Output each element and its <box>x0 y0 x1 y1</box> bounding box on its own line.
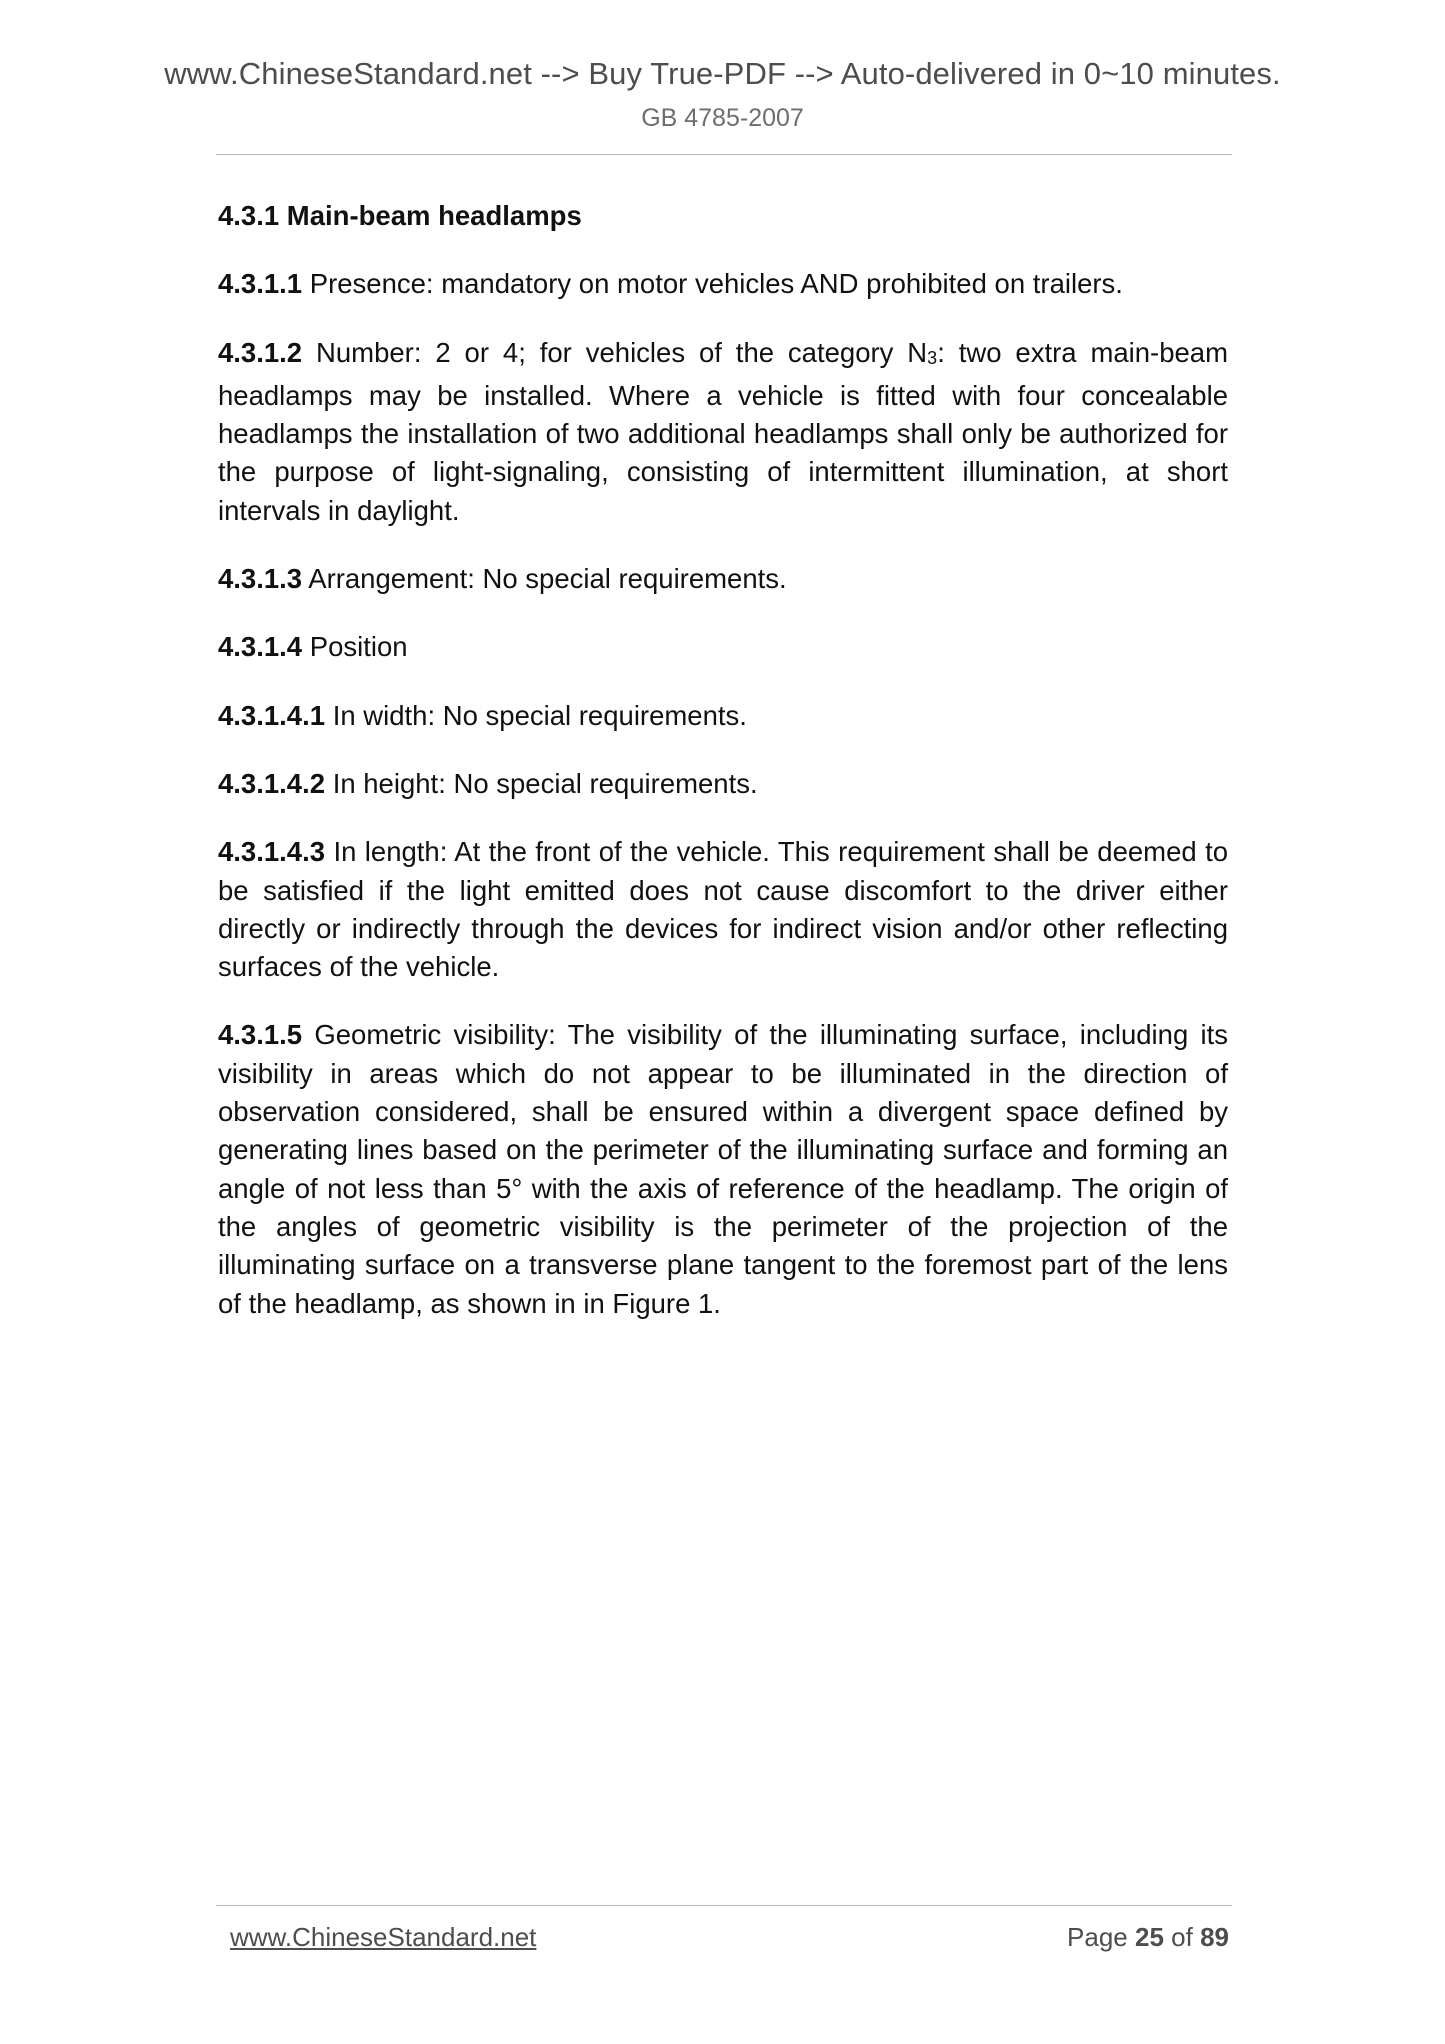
clause-4-3-1-4-1 <box>218 697 1228 735</box>
clause-number: 4.3.1.4.1 <box>218 699 326 731</box>
clause-text: Presence: mandatory on motor vehicles AND prohibited on trailers. <box>309 268 1123 300</box>
clause-number: 4.3.1.3 <box>218 563 303 595</box>
page-current: 25 <box>1135 1922 1164 1952</box>
clause-number: 4.3.1.4 <box>218 631 303 663</box>
clause-text: Position <box>309 631 408 663</box>
clause-number: 4.3.1.4.2 <box>218 767 326 799</box>
clause-text-end: : two extra main-beam headlamps may be installed. Where a vehicle is fitted with four concealable headlamps the installation of two additional headlamps shall only be authorized for the purpose of light-signaling, consisting of intermittent illumination, at short intervals in daylight. <box>218 336 1229 526</box>
clause-text: Geometric visibility: The visibility of the illuminating surface, including its visibility in areas which do not appear to be illuminated in the direction of observation considered, shall be ensured within a divergent space defined by generating lines based on the perimeter of the illuminating surface and forming an angle of not less than 5° with the axis of reference of the headlamp. The origin of the angles of geometric visibility is the perimeter of the projection of the illuminating surface on a transverse plane tangent to the foremost part of the lens of the headlamp, as shown in in Figure 1. <box>218 1019 1229 1319</box>
clause-text-start: Number: 2 or 4; for vehicles of the category N <box>316 336 928 368</box>
clause-4-3-1-4 <box>218 628 1228 666</box>
document-body <box>218 197 1228 1353</box>
clause-4-3-1-3 <box>218 560 1228 598</box>
clause-4-3-1-4-2 <box>218 765 1228 803</box>
category-subscript: 3 <box>927 347 938 368</box>
page-indicator <box>1067 1922 1229 1953</box>
clause-number: 4.3.1.1 <box>218 268 303 300</box>
footer-site-link[interactable]: www.ChineseStandard.net <box>230 1922 537 1952</box>
page-word: Page <box>1067 1922 1128 1952</box>
section-heading: 4.3.1 Main-beam headlamps <box>218 200 582 231</box>
clause-4-3-1-5 <box>218 1016 1228 1322</box>
footer-divider <box>216 1905 1232 1906</box>
clause-number: 4.3.1.2 <box>218 336 303 368</box>
standard-code: GB 4785-2007 <box>641 104 804 132</box>
clause-number: 4.3.1.4.3 <box>218 836 326 868</box>
clause-text: In height: No special requirements. <box>332 767 758 799</box>
clause-4-3-1-2 <box>218 334 1228 530</box>
clause-number: 4.3.1.5 <box>218 1019 303 1051</box>
header-banner: www.ChineseStandard.net --> Buy True-PDF --> Auto-delivered in 0~10 minutes. <box>164 56 1281 91</box>
page-of-word: of <box>1171 1922 1193 1952</box>
header-divider <box>216 154 1232 155</box>
page-total: 89 <box>1200 1922 1229 1952</box>
clause-4-3-1-4-3 <box>218 833 1228 986</box>
clause-text: In length: At the front of the vehicle. This requirement shall be deemed to be satisfied if the light emitted does not cause discomfort to the driver either directly or indirectly through the devices for indirect vision and/or other reflecting surfaces of the vehicle. <box>218 836 1228 983</box>
clause-text: Arrangement: No special requirements. <box>308 563 787 595</box>
clause-text: In width: No special requirements. <box>332 699 747 731</box>
clause-4-3-1-1 <box>218 265 1228 303</box>
